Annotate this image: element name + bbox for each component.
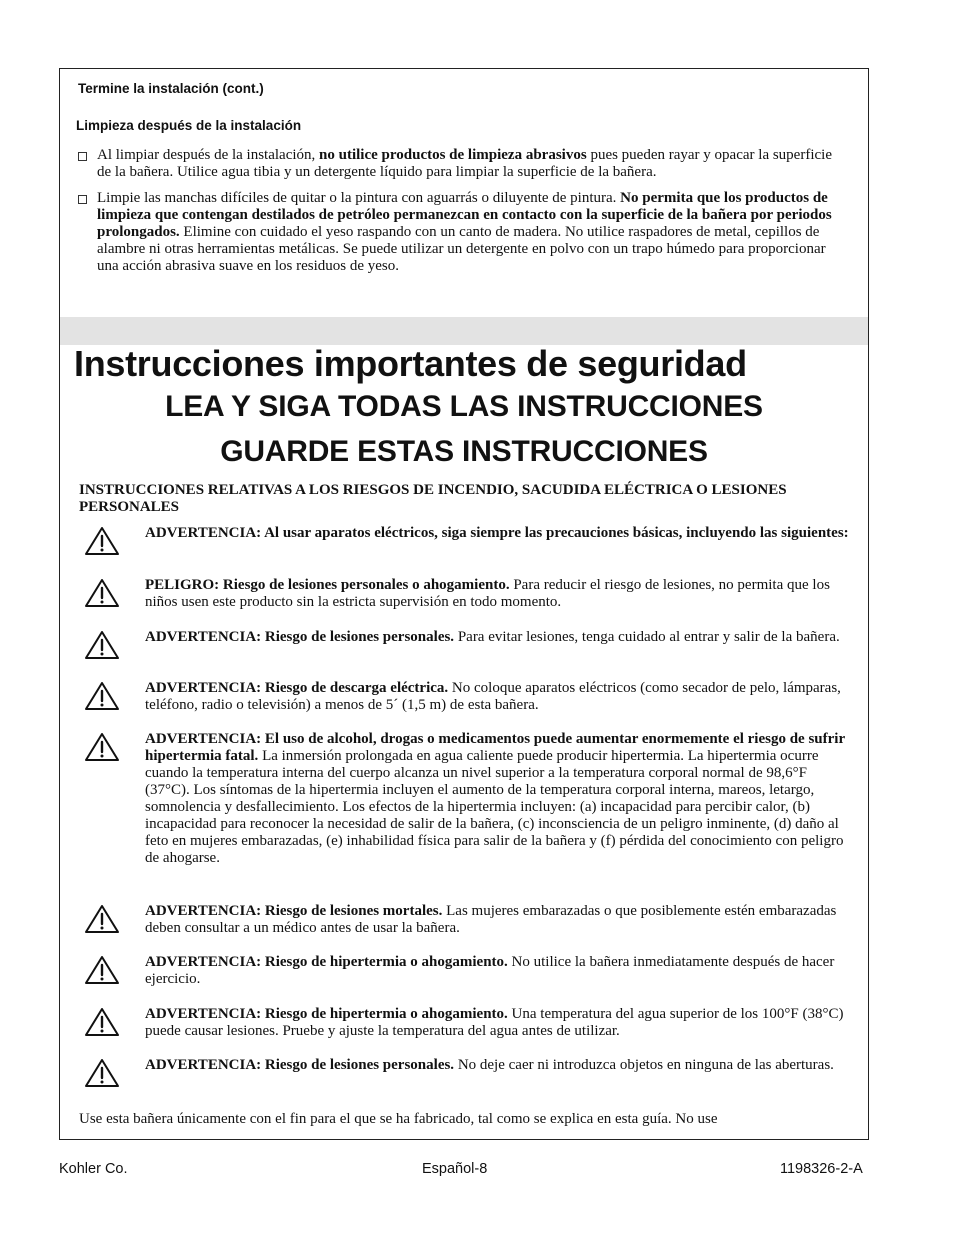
warning-label: ADVERTENCIA: Al usar aparatos eléctricos, siga siempre las precauciones básicas, incluyendo las siguientes: <box>145 525 849 541</box>
warning-label: ADVERTENCIA: Riesgo de lesiones mortales. <box>145 903 443 919</box>
list-item <box>78 147 838 181</box>
warning-label: PELIGRO: Riesgo de lesiones personales o ahogamiento. <box>145 577 510 593</box>
warning-label: ADVERTENCIA: Riesgo de hipertermia o ahogamiento. <box>145 954 508 970</box>
item-text: pues pueden rayar y opacar la superficie de la bañera. Utilice agua tibia y un detergente líquido para limpiar la superficie de la bañera. <box>97 147 832 180</box>
warning-body: Las mujeres embarazadas o que posiblemente estén embarazadas deben consultar a un médico antes de usar la bañera. <box>145 903 837 936</box>
warning-label: ADVERTENCIA: Riesgo de hipertermia o ahogamiento. <box>145 1006 508 1022</box>
warning-body: Para reducir el riesgo de lesiones, no permita que los niños usen este producto sin la estricta supervisión en todo momento. <box>145 577 830 610</box>
warning-text <box>145 525 855 542</box>
warning-label: ADVERTENCIA: Riesgo de descarga eléctrica. <box>145 680 449 696</box>
safety-title: Instrucciones importantes de seguridad <box>74 343 747 384</box>
warning-triangle-icon <box>84 954 120 986</box>
warning-body: Para evitar lesiones, tenga cuidado al entrar y salir de la bañera. <box>454 629 840 645</box>
checkbox-bullet-icon <box>78 195 87 204</box>
warning-label: ADVERTENCIA: El uso de alcohol, drogas o medicamentos puede aumentar enormemente el riesgo de sufrir hipertermia fatal. <box>145 731 845 764</box>
warning-body: La inmersión prolongada en agua caliente puede producir hipertermia. La hipertermia ocurre cuando la temperatura interna del cuerpo alcanza un nivel superior a la temperatura corporal normal de 98,6°F (37°C). Los síntomas de la hipertermia incluyen el aumento de la temperatura corporal interna, mareos, letargo, somnolencia y desfallecimiento. Los efectos de la hipertermia incluyen: (a) incapacidad para percibir calor, (b) incapacidad para reconocer la necesidad de salir de la bañera, (c) inconsciencia de un peligro inminente, (d) daño al feto en mujeres embarazadas, (e) inhabilidad física para salir de la bañera y (f) pérdida del conocimiento con peligro de ahogarse. <box>145 748 844 866</box>
safety-subtitle-read: LEA Y SIGA TODAS LAS INSTRUCCIONES <box>165 390 763 423</box>
footer-document-code: 1198326-2-A <box>780 1161 863 1177</box>
warning-triangle-icon <box>84 525 120 557</box>
item-text: Elimine con cuidado el yeso raspando con un canto de madera. No utilice raspadores de metal, cepillos de alambre ni otras herramientas metálicas. Se puede utilizar un detergente en polvo con un trapo húmedo para proporcionar una acción abrasiva suave en los residuos de yeso. <box>97 224 826 274</box>
item-bold-text: No permita que los productos de limpieza que contengan destilados de petróleo permanezcan en contacto con la superficie de la bañera por periodos prolongados. <box>97 190 832 240</box>
warning-body: Una temperatura del agua superior de los 100°F (38°C) puede causar lesiones. Pruebe y ajuste la temperatura del agua antes de utilizar. <box>145 1006 844 1039</box>
closing-line: Use esta bañera únicamente con el fin para el que se ha fabricado, tal como se explica en esta guía. No use <box>79 1111 718 1127</box>
warning-triangle-icon <box>84 577 120 609</box>
warning-body: No deje caer ni introduzca objetos en ninguna de las aberturas. <box>454 1057 834 1073</box>
cleaning-heading: Limpieza después de la instalación <box>76 118 302 133</box>
warning-triangle-icon <box>84 903 120 935</box>
warning-label: ADVERTENCIA: Riesgo de lesiones personales. <box>145 1057 455 1073</box>
warning-text <box>145 629 855 646</box>
warning-body: No utilice la bañera inmediatamente después de hacer ejercicio. <box>145 954 835 987</box>
warning-text <box>145 680 855 714</box>
warning-text <box>145 954 855 988</box>
warning-triangle-icon <box>84 1006 120 1038</box>
warning-triangle-icon <box>84 731 120 763</box>
footer-company: Kohler Co. <box>59 1161 128 1177</box>
warning-text <box>145 1057 855 1074</box>
safety-subtitle-save: GUARDE ESTAS INSTRUCCIONES <box>220 435 708 468</box>
continued-heading: Termine la instalación (cont.) <box>78 81 264 96</box>
cleaning-list <box>78 147 838 284</box>
safety-intro: INSTRUCCIONES RELATIVAS A LOS RIESGOS DE INCENDIO, SACUDIDA ELÉCTRICA O LESIONES PERSONALES <box>79 482 787 515</box>
warning-text <box>145 903 855 937</box>
footer-page-number: Español-8 <box>422 1161 488 1177</box>
warning-label: ADVERTENCIA: Riesgo de lesiones personales. <box>145 629 455 645</box>
warning-text <box>145 577 855 611</box>
warning-triangle-icon <box>84 1057 120 1089</box>
checkbox-bullet-icon <box>78 152 87 161</box>
content-frame <box>59 68 869 1140</box>
item-text: Limpie las manchas difíciles de quitar o la pintura con aguarrás o diluyente de pintura. <box>97 190 621 206</box>
warning-triangle-icon <box>84 680 120 712</box>
warning-body: No coloque aparatos eléctricos (como secador de pelo, lámparas, teléfono, radio o televisión) a menos de 5´ (1,5 m) de esta bañera. <box>145 680 841 713</box>
warning-triangle-icon <box>84 629 120 661</box>
warning-text <box>145 1006 855 1040</box>
item-text: Al limpiar después de la instalación, <box>97 147 320 163</box>
warning-text <box>145 731 855 867</box>
item-bold-text: no utilice productos de limpieza abrasivos <box>319 147 587 163</box>
list-item <box>78 190 838 275</box>
section-divider-band <box>60 317 868 345</box>
